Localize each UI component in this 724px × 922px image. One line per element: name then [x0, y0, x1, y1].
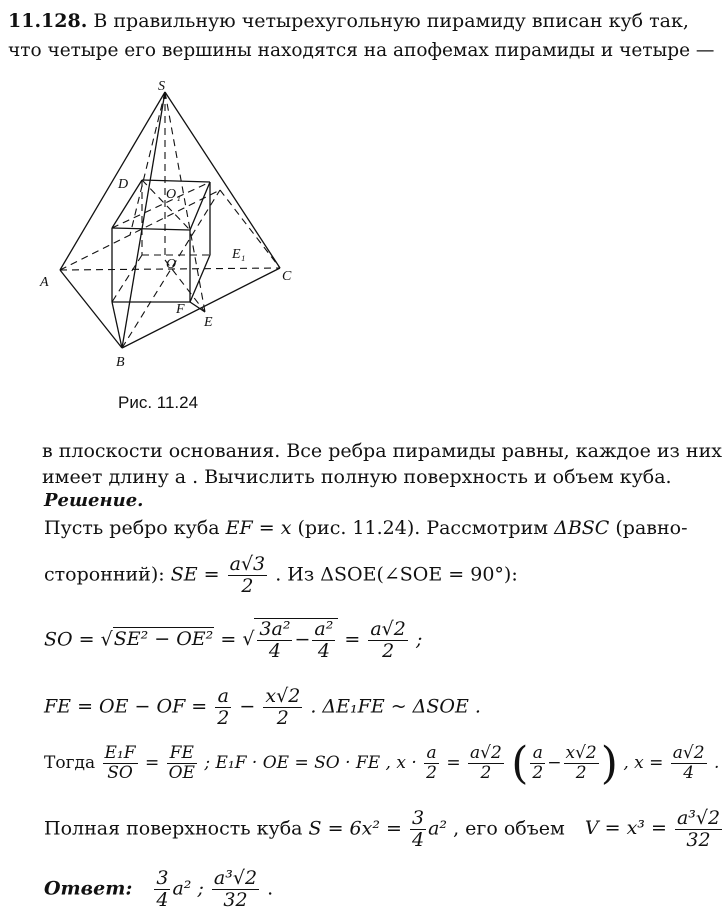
togda-word: Тогда: [44, 753, 96, 773]
l1-text-a: Пусть ребро куба: [44, 517, 220, 539]
solution-heading: Решение.: [44, 490, 144, 511]
s-tail: a²: [428, 817, 448, 840]
t-n6: x√2: [565, 743, 597, 764]
so-n3: a√2: [370, 618, 406, 640]
t-d7: 4: [683, 763, 695, 783]
problem-line-4: имеет длину a . Вычислить полную поверхность и объем куба.: [42, 466, 672, 488]
cube-hidden-3: [112, 255, 142, 302]
t-res: , x =: [623, 753, 664, 773]
so-n1: 3a²: [259, 618, 291, 640]
edge-BC: [122, 268, 280, 348]
so-lhs: SO =: [44, 628, 95, 651]
l2-text-b: . Из ΔSOE(∠SOE = 90°):: [275, 563, 518, 586]
sqrt-1: √SE² − OE²: [100, 628, 214, 651]
so-eq: =: [220, 628, 237, 651]
t-lparen: (: [511, 738, 529, 789]
t-n5: a: [530, 744, 545, 764]
solution-line-2: [44, 554, 518, 597]
problem-text-1: В правильную четырехугольную пирамиду вписан куб так,: [93, 10, 689, 32]
label-O1: O₁: [166, 187, 181, 202]
l2-se: SE =: [170, 563, 220, 586]
so-d1: 4: [268, 639, 281, 662]
fe-d1: 2: [217, 706, 230, 729]
s-text-b: , его объем: [453, 817, 565, 840]
ans-d1: 4: [156, 888, 169, 911]
t-rparen: ): [600, 738, 618, 789]
so-minus: −: [294, 628, 311, 651]
t-eq: =: [144, 753, 160, 773]
l2-frac-num: a√3: [229, 553, 266, 575]
problem-line-2: что четыре его вершины находятся на апофемах пирамиды и четыре —: [8, 40, 715, 61]
figure-caption: Рис. 11.24: [118, 393, 199, 412]
t-n4: a√2: [470, 743, 502, 764]
v-d: 32: [686, 828, 711, 851]
so-sqrt-body: SE² − OE²: [113, 628, 214, 651]
ans-end: .: [267, 877, 274, 900]
s-d: 4: [411, 828, 425, 851]
l1-bsc: ΔBSC: [554, 517, 610, 539]
ans-t1: a² ;: [172, 877, 204, 900]
fe-n1: a: [215, 686, 231, 708]
fe-n2: x√2: [265, 685, 301, 707]
problem-number: 11.128.: [8, 10, 88, 32]
answer-line: [44, 868, 273, 911]
t-mid: ; E₁F · OE = SO · FE ,: [204, 753, 391, 773]
t-d5: 2: [532, 763, 544, 783]
l1-text-e: (равно-: [615, 517, 688, 539]
so-end: ;: [415, 628, 423, 651]
solution-line-1: [44, 517, 688, 539]
label-E1: E₁: [232, 247, 246, 262]
t-minus: −: [547, 753, 562, 773]
fe-end: . ΔE₁FE ~ ΔSOE .: [310, 695, 481, 718]
v-n: a³√2: [676, 807, 721, 829]
togda-equation: [44, 738, 719, 789]
l2-text-a: сторонний):: [44, 563, 165, 586]
label-B: B: [116, 355, 125, 370]
t-d3: 2: [426, 763, 437, 783]
sqrt-2: √ $\frac{\text{3a²}}{4}$ − $\frac{\text{a²}}{4}$: [242, 628, 338, 650]
apothem-SE: [165, 92, 205, 312]
label-E: E: [204, 315, 213, 330]
ans-n1: 3: [156, 867, 169, 889]
fe-lhs: FE = OE − OF =: [44, 695, 208, 718]
pyramid-figure: [30, 80, 320, 380]
l2-frac: [228, 554, 268, 597]
s-n: 3: [411, 807, 425, 829]
t-n7: a√2: [672, 743, 705, 764]
label-A: A: [40, 275, 49, 290]
so-n2: a²: [314, 618, 334, 640]
t-eq2: =: [446, 753, 461, 773]
t-d1: SO: [107, 763, 133, 783]
label-O: O: [166, 257, 177, 272]
l1-ef: EF = x: [225, 517, 292, 539]
t-end: .: [713, 753, 720, 773]
l2-frac-den: 2: [241, 574, 254, 597]
so-eq2: =: [344, 628, 361, 651]
problem-line-3: в плоскости основания. Все ребра пирамиды равны, каждое из них: [42, 440, 722, 462]
ans-n2: a³√2: [213, 867, 258, 889]
fe-d2: 2: [276, 706, 289, 729]
t-d4: 2: [480, 763, 492, 783]
t-n2: FE: [167, 744, 197, 764]
label-S: S: [158, 79, 165, 94]
label-F: F: [176, 302, 185, 317]
hidden-edge-SD: [130, 92, 165, 235]
edge-AB: [60, 270, 122, 348]
surface-volume-line: [44, 808, 724, 851]
answer-label: Ответ:: [44, 877, 133, 900]
edge-SC: [165, 92, 280, 268]
cube-edge-6: [142, 180, 210, 182]
t-d2: OE: [168, 763, 195, 783]
cube-edge-9: [190, 255, 210, 302]
base-hidden-2: [220, 190, 280, 268]
so-equation: [44, 618, 422, 662]
problem-line-1: [8, 10, 689, 32]
t-d6: 2: [575, 763, 587, 783]
so-d3: 2: [382, 639, 395, 662]
s-text: Полная поверхность куба: [44, 817, 303, 840]
l1-text-c: (рис. 11.24). Рассмотрим: [297, 517, 549, 539]
t-n1: E₁F: [104, 743, 136, 764]
ans-d2: 32: [223, 888, 248, 911]
fe-equation: [44, 686, 481, 729]
fe-minus: −: [239, 695, 256, 718]
t-x: x ·: [396, 753, 417, 773]
v-expr: V = x³ =: [584, 817, 667, 840]
cube-edge-4: [112, 228, 190, 230]
so-d2: 4: [317, 639, 330, 662]
t-n3: a: [424, 744, 439, 764]
label-C: C: [282, 269, 292, 284]
s-expr: S = 6x² =: [308, 817, 402, 840]
label-D: D: [118, 177, 129, 192]
